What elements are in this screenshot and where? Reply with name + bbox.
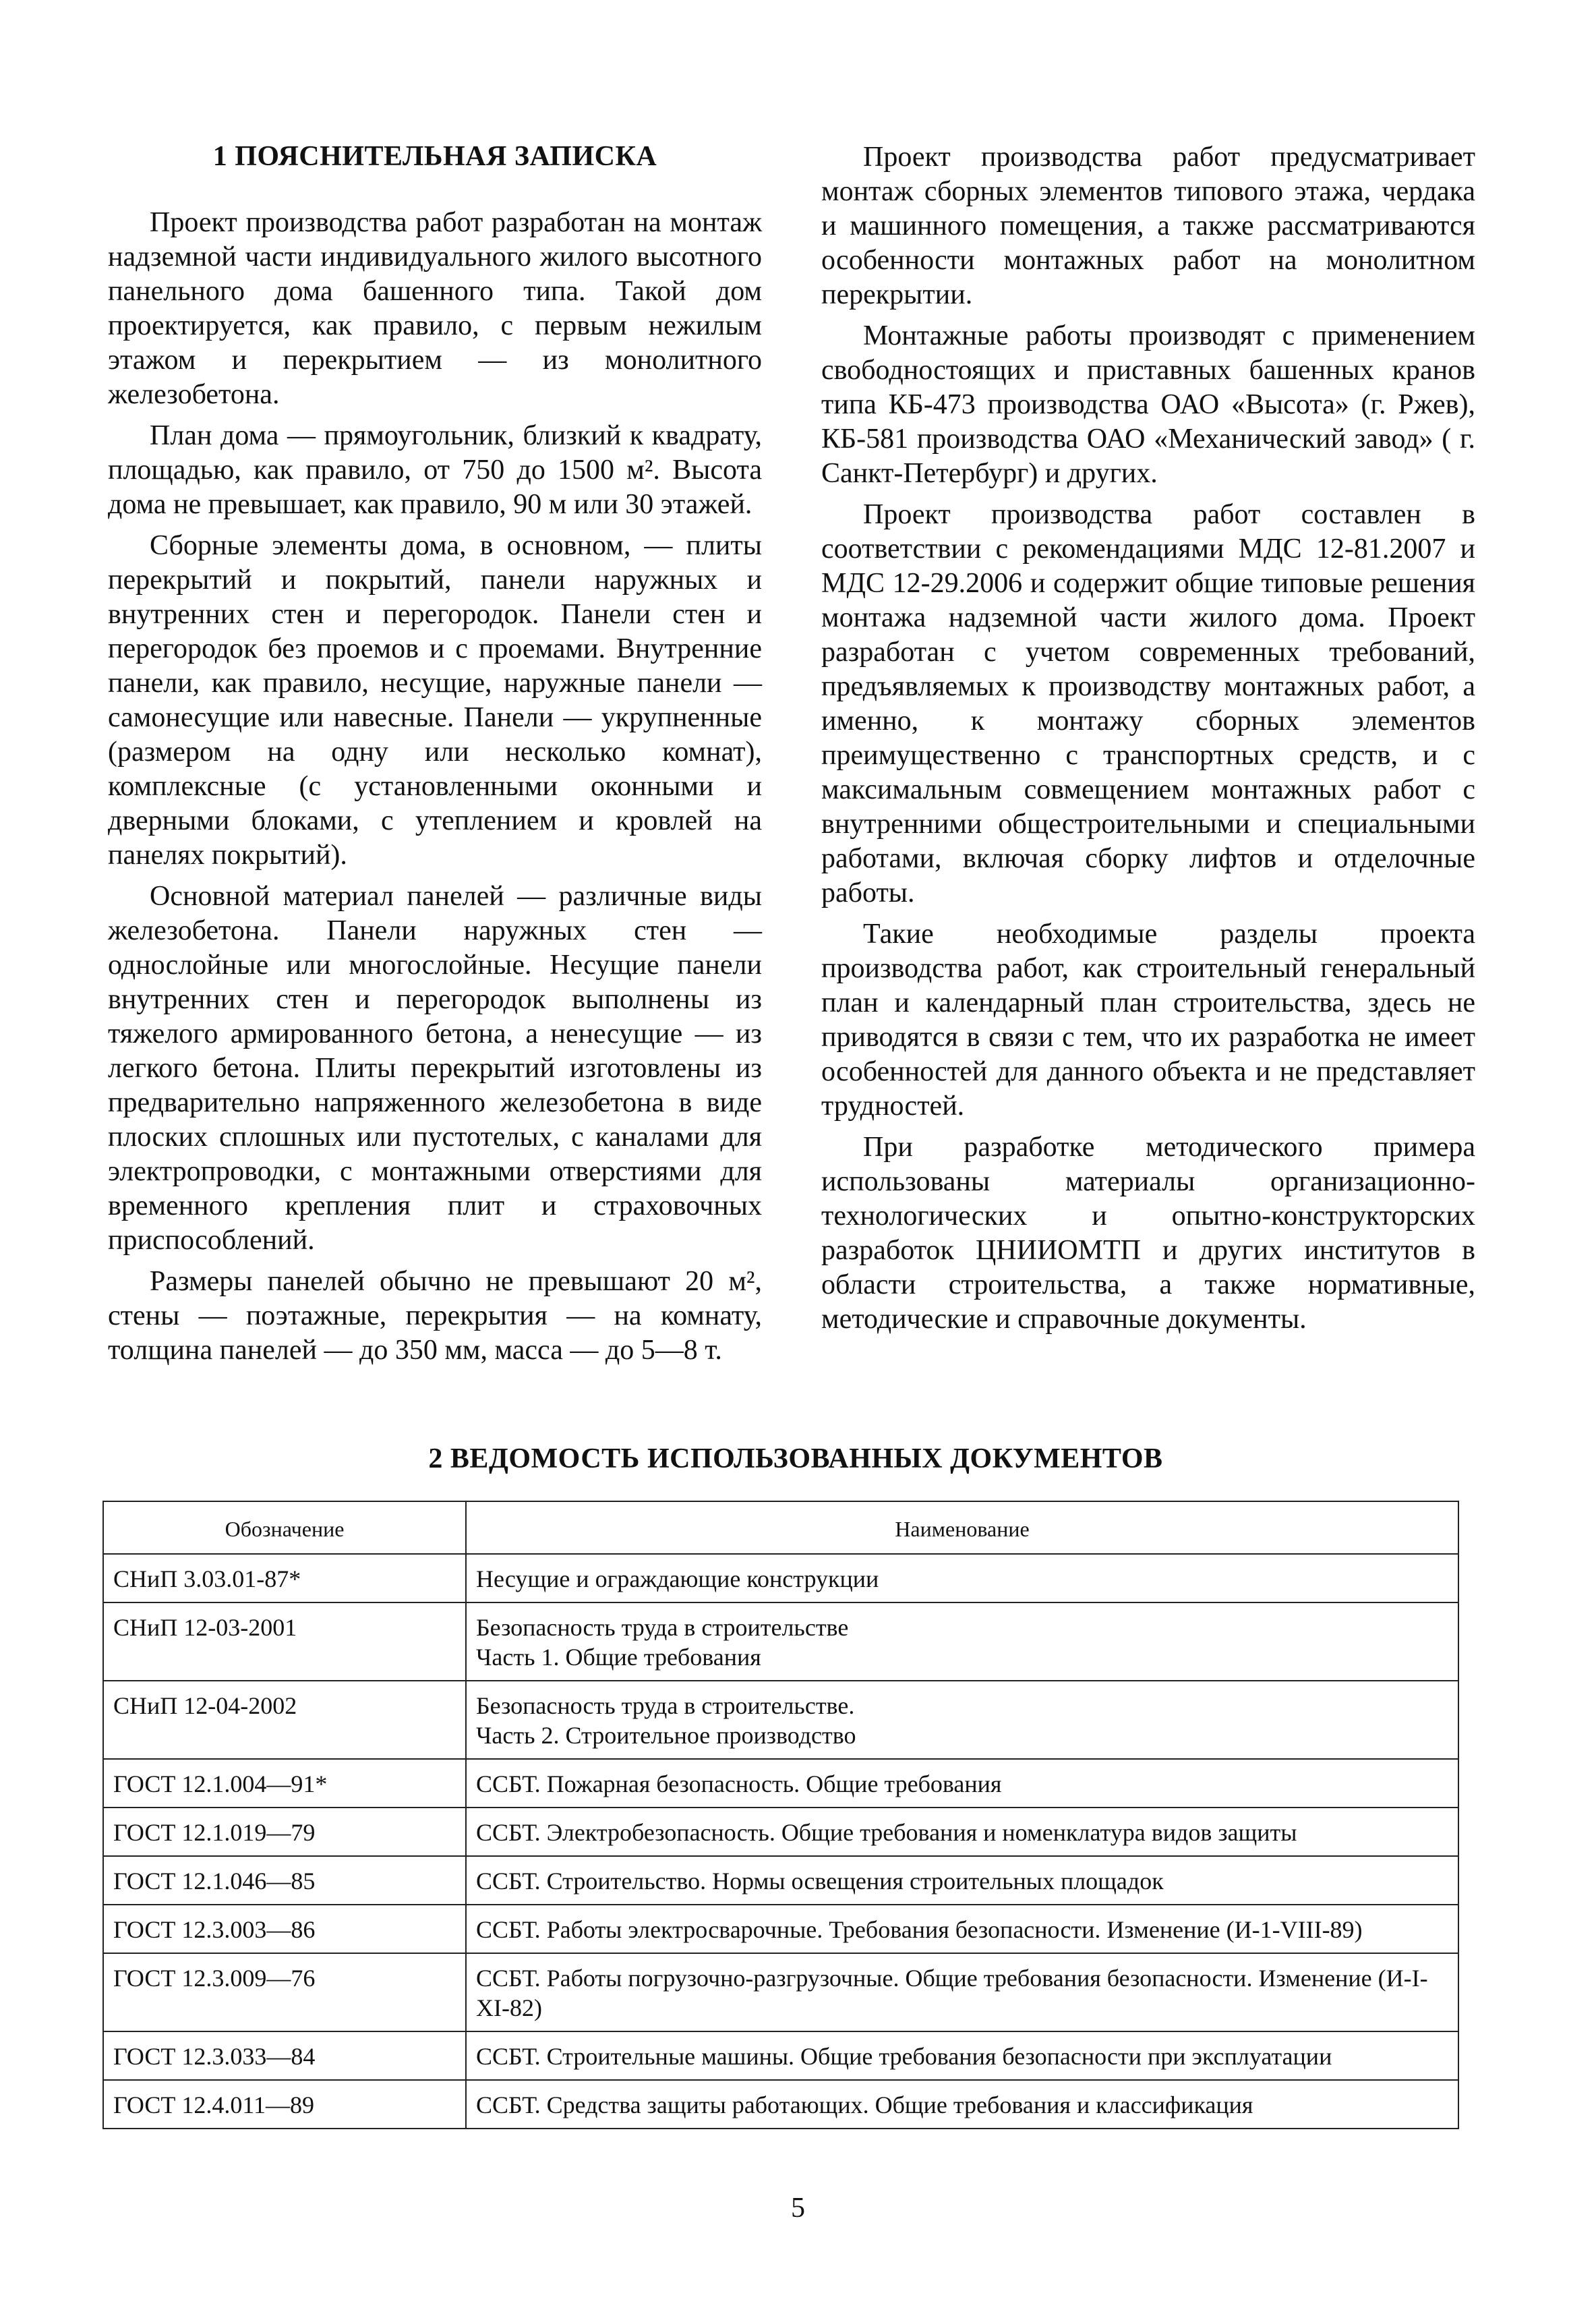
table-row	[103, 1602, 1458, 1681]
table-row	[103, 2031, 1458, 2080]
table-row	[103, 1905, 1458, 1953]
table-row	[103, 1681, 1458, 1759]
document-name-text: ССБТ. Пожарная безопасность. Общие требования	[476, 1770, 1002, 1797]
table-row	[103, 1953, 1458, 2031]
document-name-text: Безопасность труда в строительстве. Часть 2. Строительное производство	[476, 1692, 856, 1749]
document-name-text: ССБТ. Строительство. Нормы освещения строительных площадок	[476, 1868, 1164, 1895]
document-name	[466, 1602, 1458, 1681]
document-name	[466, 1759, 1458, 1808]
document-name	[466, 1856, 1458, 1905]
left-column	[108, 132, 762, 1375]
table-row	[103, 1759, 1458, 1808]
document-code: ГОСТ 12.3.033—84	[103, 2031, 466, 2080]
document-name-text: ССБТ. Работы электросварочные. Требования безопасности. Изменение (И-1-VIII-89)	[476, 1916, 1363, 1943]
paragraph: Монтажные работы производят с применением свободностоящих и приставных башенных кранов типа КБ-473 производства ОАО «Высота» (г. Ржев), КБ-581 производства ОАО «Механический завод» ( г. Санкт-Петербург) и других.	[821, 320, 1475, 489]
table-header-row	[103, 1501, 1458, 1554]
paragraph: При разработке методического примера использованы материалы организационно-технологических и опытно-конструкторских разработок ЦНИИОМТП и других институтов в области строительства, а также нормативные, методические и справочные документы.	[821, 1132, 1475, 1335]
table-row	[103, 1856, 1458, 1905]
section-1-title: 1 ПОЯСНИТЕЛЬНАЯ ЗАПИСКА	[212, 141, 657, 172]
paragraph: Проект производства работ составлен в соответствии с рекомендациями МДС 12-81.2007 и МДС 12-29.2006 и содержит общие типовые решения монтажа надземной части жилого дома. Проект разработан с учетом современных требований, предъявляемых к производству монтажных работ, а именно, к монтажу сборных элементов преимущественно с транспортных средств, и с максимальным совмещением монтажных работ с внутренними общестроительными и специальными работами, включая сборку лифтов и отделочные работы.	[821, 499, 1475, 908]
column-header-name: Наименование	[466, 1501, 1458, 1554]
paragraph: Сборные элементы дома, в основном, — плиты перекрытий и покрытий, панели наружных и внутренних стен и перегородок. Панели стен и перегородок без проемов и с проемами. Внутренние панели, как правило, несущие, наружные панели — самонесущие или навесные. Панели — укрупненные (размером на одну или несколько комнат), комплексные (с установленными оконными и дверными блоками, с утеплением и кровлей на панелях покрытий).	[108, 530, 762, 871]
table-row	[103, 1554, 1458, 1602]
document-name-text: ССБТ. Строительные машины. Общие требования безопасности при эксплуатации	[476, 2043, 1332, 2070]
column-header-code: Обозначение	[103, 1501, 466, 1554]
section-2-title: 2 ВЕДОМОСТЬ ИСПОЛЬЗОВАННЫХ ДОКУМЕНТОВ	[428, 1443, 1163, 1474]
paragraph: Такие необходимые разделы проекта производства работ, как строительный генеральный план и календарный план строительства, здесь не приводятся в связи с тем, что их разработка не имеет особенностей для данного объекта и не представляет трудностей.	[821, 919, 1475, 1122]
document-code: ГОСТ 12.3.009—76	[103, 1953, 466, 2031]
paragraph: Проект производства работ предусматривает монтаж сборных элементов типового этажа, чердака и машинного помещения, а также рассматриваются особенности монтажных работ на монолитном перекрытии.	[821, 142, 1475, 310]
table-row	[103, 2080, 1458, 2129]
paragraph: Проект производства работ разработан на монтаж надземной части индивидуального жилого высотного панельного дома башенного типа. Такой дом проектируется, как правило, с первым нежилым этажом и перекрытием — из монолитного железобетона.	[108, 207, 762, 410]
table-row	[103, 1808, 1458, 1856]
document-code: ГОСТ 12.1.046—85	[103, 1856, 466, 1905]
right-column	[821, 140, 1475, 1343]
page-number: 5	[791, 2193, 805, 2224]
document-code: ГОСТ 12.4.011—89	[103, 2080, 466, 2129]
document-name	[466, 1905, 1458, 1953]
document-name	[466, 1554, 1458, 1602]
document-name	[466, 2080, 1458, 2129]
document-name	[466, 1953, 1458, 2031]
document-code: ГОСТ 12.1.004—91*	[103, 1759, 466, 1808]
document-name	[466, 1808, 1458, 1856]
document-name-text: ССБТ. Работы погрузочно-разгрузочные. Общие требования безопасности. Изменение (И-I-XI-82)	[476, 1965, 1428, 2021]
document-name-text: ССБТ. Средства защиты работающих. Общие требования и классификация	[476, 2091, 1253, 2118]
document-code: СНиП 3.03.01-87*	[103, 1554, 466, 1602]
paragraph: Размеры панелей обычно не превышают 20 м², стены — поэтажные, перекрытия — на комнату, толщина панелей — до 350 мм, масса — до 5—8 т.	[108, 1266, 762, 1366]
document-name-text: Безопасность труда в строительстве Часть 1. Общие требования	[476, 1614, 849, 1671]
document-name-text: ССБТ. Электробезопасность. Общие требования и номенклатура видов защиты	[476, 1819, 1297, 1846]
document-code: СНиП 12-04-2002	[103, 1681, 466, 1759]
document-code: ГОСТ 12.1.019—79	[103, 1808, 466, 1856]
document-code: ГОСТ 12.3.003—86	[103, 1905, 466, 1953]
document-name	[466, 2031, 1458, 2080]
paragraph: Основной материал панелей — различные виды железобетона. Панели наружных стен — однослойные или многослойные. Несущие панели внутренних стен и перегородок выполнены из тяжелого армированного бетона, а ненесущие — из легкого бетона. Плиты перекрытий изготовлены из предварительно напряженного железобетона в виде плоских сплошных или пустотелых, с каналами для электропроводки, с монтажными отверстиями для временного крепления плит и страховочных приспособлений.	[108, 881, 762, 1256]
document-name-text: Несущие и ограждающие конструкции	[476, 1565, 879, 1592]
document-code: СНиП 12-03-2001	[103, 1602, 466, 1681]
document-name	[466, 1681, 1458, 1759]
paragraph: План дома — прямоугольник, близкий к квадрату, площадью, как правило, от 750 до 1500 м². Высота дома не превышает, как правило, 90 м или 30 этажей.	[108, 420, 762, 520]
documents-table	[102, 1501, 1459, 2129]
